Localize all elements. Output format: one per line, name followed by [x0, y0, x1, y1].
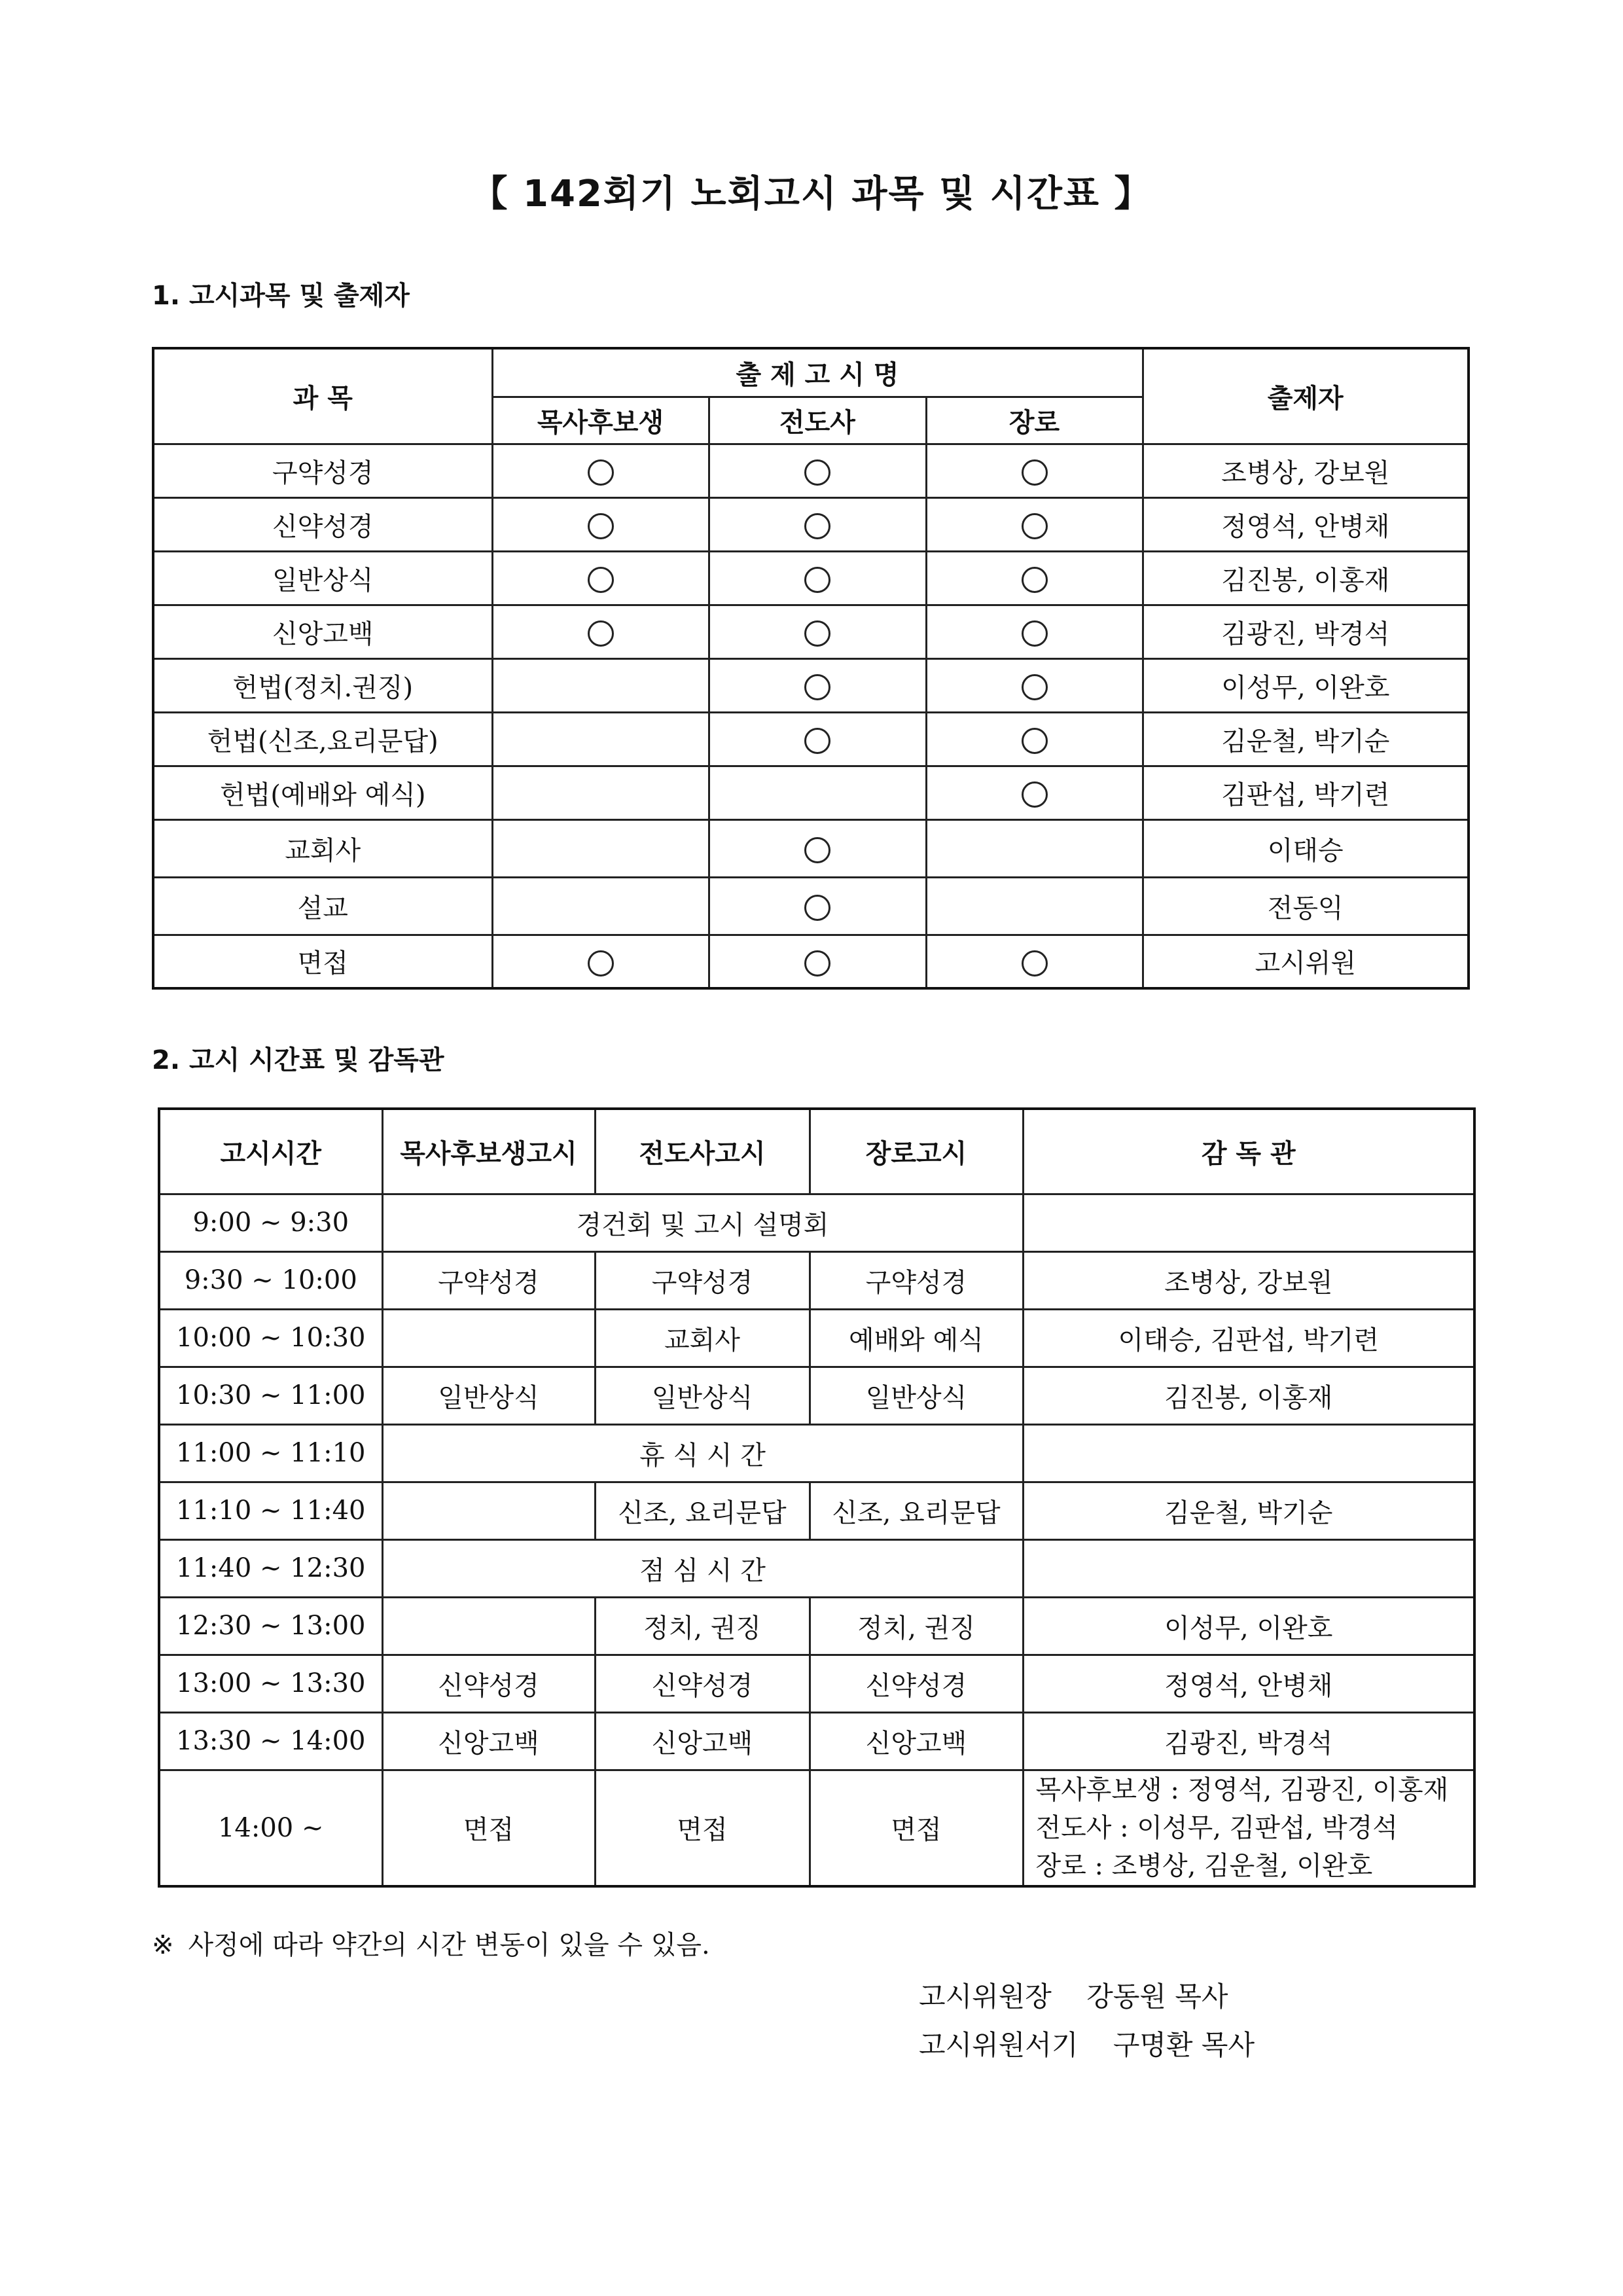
evangelist-mark-cell: [709, 444, 926, 497]
supervisor-cell: 김광진, 박경석: [1023, 1712, 1474, 1770]
table-row: [153, 605, 1469, 658]
examiner-cell: 조병상, 강보원: [1143, 444, 1469, 497]
header-examiner: 출제자: [1143, 348, 1469, 444]
circle-mark-icon: [1022, 459, 1048, 486]
time-cell: 11:40 ~ 12:30: [159, 1539, 382, 1597]
circle-mark-icon: [804, 950, 830, 977]
section2-heading: 2. 고시 시간표 및 감독관: [152, 1045, 444, 1075]
circle-mark-icon: [804, 837, 830, 863]
elder-mark-cell: [926, 766, 1143, 819]
supervisor-cell: 조병상, 강보원: [1023, 1251, 1474, 1309]
elder-mark-cell: [926, 712, 1143, 766]
supervisor-cell: 김진봉, 이홍재: [1023, 1367, 1474, 1424]
elder-mark-cell: [926, 658, 1143, 712]
circle-mark-icon: [588, 567, 614, 593]
header-evangelist-exam: 전도사고시: [595, 1109, 810, 1194]
elder-mark-cell: [926, 935, 1143, 988]
time-cell: 12:30 ~ 13:00: [159, 1597, 382, 1655]
evangelist-cell: 신앙고백: [595, 1712, 810, 1770]
table-row: [159, 1367, 1474, 1424]
circle-mark-icon: [804, 513, 830, 539]
header-pastor: 목사후보생: [492, 397, 709, 444]
evangelist-cell: 구약성경: [595, 1251, 810, 1309]
elder-mark-cell: [926, 877, 1143, 935]
table-row: [159, 1194, 1474, 1251]
table-row: [153, 551, 1469, 605]
header-exam-group: 출 제 고 시 명: [492, 348, 1143, 397]
note-mark: ※: [152, 1930, 174, 1960]
evangelist-cell: 신조, 요리문답: [595, 1482, 810, 1539]
time-cell: 9:00 ~ 9:30: [159, 1194, 382, 1251]
elder-cell: 신약성경: [810, 1655, 1023, 1712]
table-row: [153, 444, 1469, 497]
merged-cell: 경건회 및 고시 설명회: [382, 1194, 1023, 1251]
circle-mark-icon: [1022, 513, 1048, 539]
header-pastor-exam: 목사후보생고시: [382, 1109, 595, 1194]
subject-cell: 헌법(신조,요리문답): [153, 712, 492, 766]
table-row: [159, 1482, 1474, 1539]
signature-chair: 고시위원장 강동원 목사: [919, 1981, 1228, 2013]
pastor-mark-cell: [492, 605, 709, 658]
note: [152, 1924, 710, 1962]
pastor-cell: 면접: [382, 1770, 595, 1886]
supervisor-cell: [1023, 1424, 1474, 1482]
evangelist-cell: 면접: [595, 1770, 810, 1886]
header-evangelist: 전도사: [709, 397, 926, 444]
evangelist-mark-cell: [709, 819, 926, 877]
supervisor-multi-cell: [1023, 1770, 1474, 1886]
circle-mark-icon: [1022, 781, 1048, 808]
subject-cell: 헌법(정치.권징): [153, 658, 492, 712]
examiner-cell: 이성무, 이완호: [1143, 658, 1469, 712]
time-cell: 11:10 ~ 11:40: [159, 1482, 382, 1539]
page-title: 【 142회기 노회고시 과목 및 시간표 】: [471, 173, 1152, 215]
supervisor-cell: 이성무, 이완호: [1023, 1597, 1474, 1655]
time-cell: 13:30 ~ 14:00: [159, 1712, 382, 1770]
pastor-mark-cell: [492, 551, 709, 605]
circle-mark-icon: [588, 459, 614, 486]
note-text: 사정에 따라 약간의 시간 변동이 있을 수 있음.: [188, 1930, 710, 1960]
subject-cell: 신약성경: [153, 497, 492, 551]
table-row: [153, 935, 1469, 988]
examiner-cell: 김광진, 박경석: [1143, 605, 1469, 658]
examiner-cell: 김진봉, 이홍재: [1143, 551, 1469, 605]
elder-cell: 구약성경: [810, 1251, 1023, 1309]
circle-mark-icon: [588, 950, 614, 977]
evangelist-mark-cell: [709, 712, 926, 766]
table-row: [159, 1539, 1474, 1597]
circle-mark-icon: [588, 620, 614, 647]
header-subject: 과 목: [153, 348, 492, 444]
header-time: 고시시간: [159, 1109, 382, 1194]
elder-cell: 신앙고백: [810, 1712, 1023, 1770]
table-row: [159, 1770, 1474, 1886]
supervisor-line-pastor: 목사후보생 : 정영석, 김광진, 이홍재: [1035, 1774, 1449, 1805]
pastor-mark-cell: [492, 766, 709, 819]
supervisor-line-elder: 장로 : 조병상, 김운철, 이완호: [1035, 1850, 1373, 1881]
circle-mark-icon: [1022, 620, 1048, 647]
pastor-mark-cell: [492, 935, 709, 988]
subject-cell: 일반상식: [153, 551, 492, 605]
merged-cell: 휴 식 시 간: [382, 1424, 1023, 1482]
time-cell: 10:30 ~ 11:00: [159, 1367, 382, 1424]
table-row: [159, 1597, 1474, 1655]
table-row: [153, 877, 1469, 935]
circle-mark-icon: [804, 567, 830, 593]
subject-cell: 면접: [153, 935, 492, 988]
examiner-cell: 고시위원: [1143, 935, 1469, 988]
elder-mark-cell: [926, 819, 1143, 877]
circle-mark-icon: [588, 513, 614, 539]
pastor-mark-cell: [492, 819, 709, 877]
examiner-cell: 이태승: [1143, 819, 1469, 877]
circle-mark-icon: [1022, 567, 1048, 593]
merged-cell: 점 심 시 간: [382, 1539, 1023, 1597]
circle-mark-icon: [804, 728, 830, 754]
supervisor-cell: 정영석, 안병채: [1023, 1655, 1474, 1712]
table-row: [159, 1424, 1474, 1482]
pastor-mark-cell: [492, 444, 709, 497]
table-row: [153, 658, 1469, 712]
circle-mark-icon: [804, 459, 830, 486]
evangelist-mark-cell: [709, 658, 926, 712]
elder-mark-cell: [926, 444, 1143, 497]
pastor-cell: [382, 1309, 595, 1367]
elder-cell: 면접: [810, 1770, 1023, 1886]
pastor-cell: 신앙고백: [382, 1712, 595, 1770]
elder-mark-cell: [926, 551, 1143, 605]
evangelist-mark-cell: [709, 497, 926, 551]
pastor-mark-cell: [492, 877, 709, 935]
header-elder-exam: 장로고시: [810, 1109, 1023, 1194]
pastor-cell: 일반상식: [382, 1367, 595, 1424]
table-row: [159, 1309, 1474, 1367]
elder-cell: 일반상식: [810, 1367, 1023, 1424]
subject-cell: 신앙고백: [153, 605, 492, 658]
table-row: [153, 766, 1469, 819]
table-row: [153, 712, 1469, 766]
evangelist-mark-cell: [709, 766, 926, 819]
circle-mark-icon: [1022, 950, 1048, 977]
supervisor-line-evangelist: 전도사 : 이성무, 김판섭, 박경석: [1035, 1812, 1398, 1843]
elder-mark-cell: [926, 605, 1143, 658]
evangelist-cell: 일반상식: [595, 1367, 810, 1424]
elder-cell: 예배와 예식: [810, 1309, 1023, 1367]
examiner-cell: 정영석, 안병채: [1143, 497, 1469, 551]
circle-mark-icon: [804, 674, 830, 700]
supervisor-cell: 김운철, 박기순: [1023, 1482, 1474, 1539]
subjects-table: [152, 347, 1470, 990]
evangelist-mark-cell: [709, 605, 926, 658]
evangelist-cell: 교회사: [595, 1309, 810, 1367]
evangelist-mark-cell: [709, 551, 926, 605]
time-cell: 10:00 ~ 10:30: [159, 1309, 382, 1367]
evangelist-mark-cell: [709, 877, 926, 935]
header-supervisor: 감 독 관: [1023, 1109, 1474, 1194]
circle-mark-icon: [1022, 674, 1048, 700]
time-cell: 13:00 ~ 13:30: [159, 1655, 382, 1712]
circle-mark-icon: [804, 620, 830, 647]
pastor-mark-cell: [492, 497, 709, 551]
header-elder: 장로: [926, 397, 1143, 444]
section1-heading: 1. 고시과목 및 출제자: [152, 281, 410, 311]
circle-mark-icon: [1022, 728, 1048, 754]
examiner-cell: 전동익: [1143, 877, 1469, 935]
supervisor-cell: [1023, 1194, 1474, 1251]
subject-cell: 구약성경: [153, 444, 492, 497]
examiner-cell: 김운철, 박기순: [1143, 712, 1469, 766]
subject-cell: 교회사: [153, 819, 492, 877]
evangelist-mark-cell: [709, 935, 926, 988]
time-cell: 14:00 ~: [159, 1770, 382, 1886]
circle-mark-icon: [804, 895, 830, 921]
table-row: [159, 1655, 1474, 1712]
subject-cell: 설교: [153, 877, 492, 935]
pastor-cell: [382, 1482, 595, 1539]
evangelist-cell: 신약성경: [595, 1655, 810, 1712]
table-row: [153, 819, 1469, 877]
subject-cell: 헌법(예배와 예식): [153, 766, 492, 819]
supervisor-cell: 이태승, 김판섭, 박기련: [1023, 1309, 1474, 1367]
time-cell: 9:30 ~ 10:00: [159, 1251, 382, 1309]
pastor-mark-cell: [492, 712, 709, 766]
pastor-cell: 신약성경: [382, 1655, 595, 1712]
pastor-cell: [382, 1597, 595, 1655]
table-row: [153, 497, 1469, 551]
examiner-cell: 김판섭, 박기련: [1143, 766, 1469, 819]
table-row: [159, 1712, 1474, 1770]
elder-mark-cell: [926, 497, 1143, 551]
evangelist-cell: 정치, 권징: [595, 1597, 810, 1655]
subjects-table-body: [153, 444, 1469, 988]
signature-secretary: 고시위원서기 구명환 목사: [919, 2029, 1255, 2061]
pastor-mark-cell: [492, 658, 709, 712]
elder-cell: 정치, 권징: [810, 1597, 1023, 1655]
elder-cell: 신조, 요리문답: [810, 1482, 1023, 1539]
time-cell: 11:00 ~ 11:10: [159, 1424, 382, 1482]
schedule-table: [158, 1107, 1476, 1888]
supervisor-cell: [1023, 1539, 1474, 1597]
table-row: [159, 1251, 1474, 1309]
pastor-cell: 구약성경: [382, 1251, 595, 1309]
